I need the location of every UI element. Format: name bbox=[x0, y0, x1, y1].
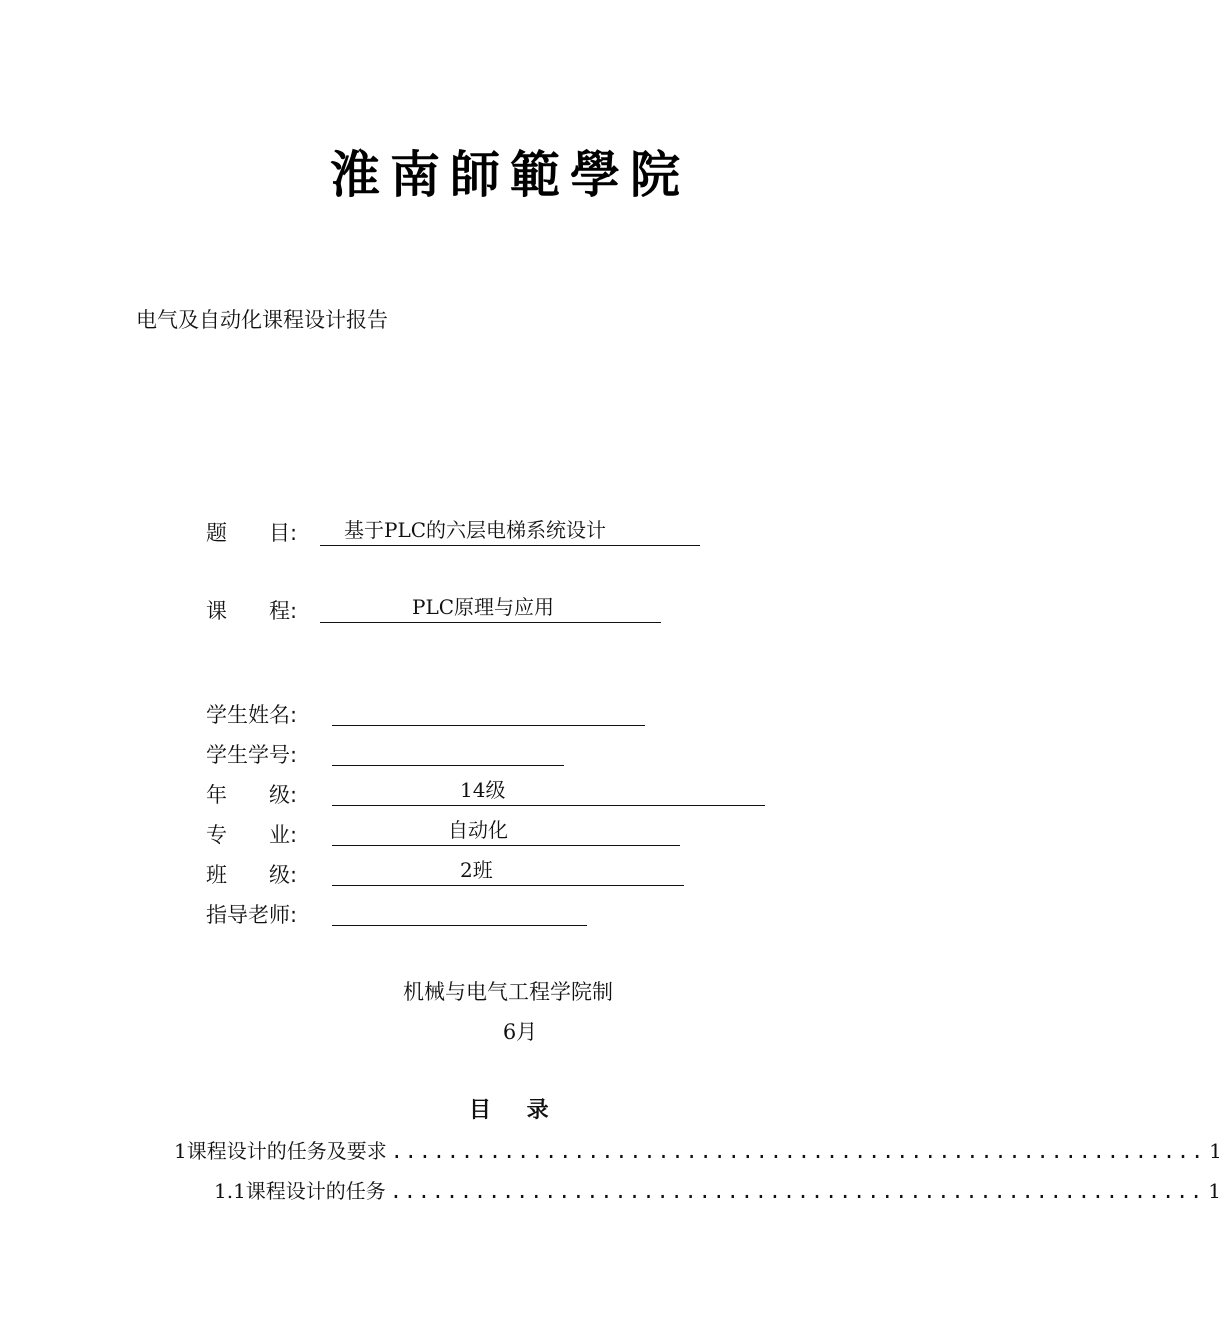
course-label: 课 程: bbox=[206, 599, 298, 623]
toc-heading: 目 录 bbox=[469, 1098, 563, 1123]
toc-entry-page: 1 bbox=[1208, 1179, 1221, 1203]
student-name-label: 学生姓名: bbox=[206, 703, 298, 727]
grade-value: 14级 bbox=[460, 778, 506, 802]
toc-entry[interactable] bbox=[174, 1136, 1222, 1166]
toc-entry-text: 1课程设计的任务及要求 bbox=[174, 1139, 387, 1163]
issuer-text: 机械与电气工程学院制 bbox=[403, 980, 613, 1004]
topic-value: 基于PLC的六层电梯系统设计 bbox=[344, 518, 607, 542]
course-field bbox=[320, 592, 661, 623]
advisor-field bbox=[332, 895, 587, 926]
toc-entry-text: 1.1课程设计的任务 bbox=[214, 1179, 386, 1203]
toc-entry[interactable] bbox=[214, 1176, 1221, 1206]
toc-leader: .......................................................... bbox=[389, 1179, 1205, 1203]
report-title: 电气及自动化课程设计报告 bbox=[136, 308, 388, 332]
student-id-field bbox=[332, 735, 564, 766]
class-label: 班 级: bbox=[206, 863, 298, 887]
student-name-field bbox=[332, 695, 645, 726]
institution-logo-text: 淮南師範學院 bbox=[330, 145, 690, 204]
topic-field bbox=[320, 515, 700, 546]
grade-field bbox=[332, 775, 765, 806]
class-field bbox=[332, 855, 684, 886]
toc-leader: .......................................................... bbox=[390, 1139, 1206, 1163]
class-value: 2班 bbox=[460, 858, 493, 882]
topic-label: 题 目: bbox=[206, 521, 298, 545]
toc-entry-page: 1 bbox=[1209, 1139, 1222, 1163]
advisor-label: 指导老师: bbox=[206, 903, 298, 927]
course-value: PLC原理与应用 bbox=[412, 595, 555, 619]
grade-label: 年 级: bbox=[206, 783, 298, 807]
major-field bbox=[332, 815, 680, 846]
date-text: 6月 bbox=[502, 1020, 538, 1044]
student-id-label: 学生学号: bbox=[206, 743, 298, 767]
major-value: 自动化 bbox=[448, 818, 508, 842]
major-label: 专 业: bbox=[206, 823, 298, 847]
